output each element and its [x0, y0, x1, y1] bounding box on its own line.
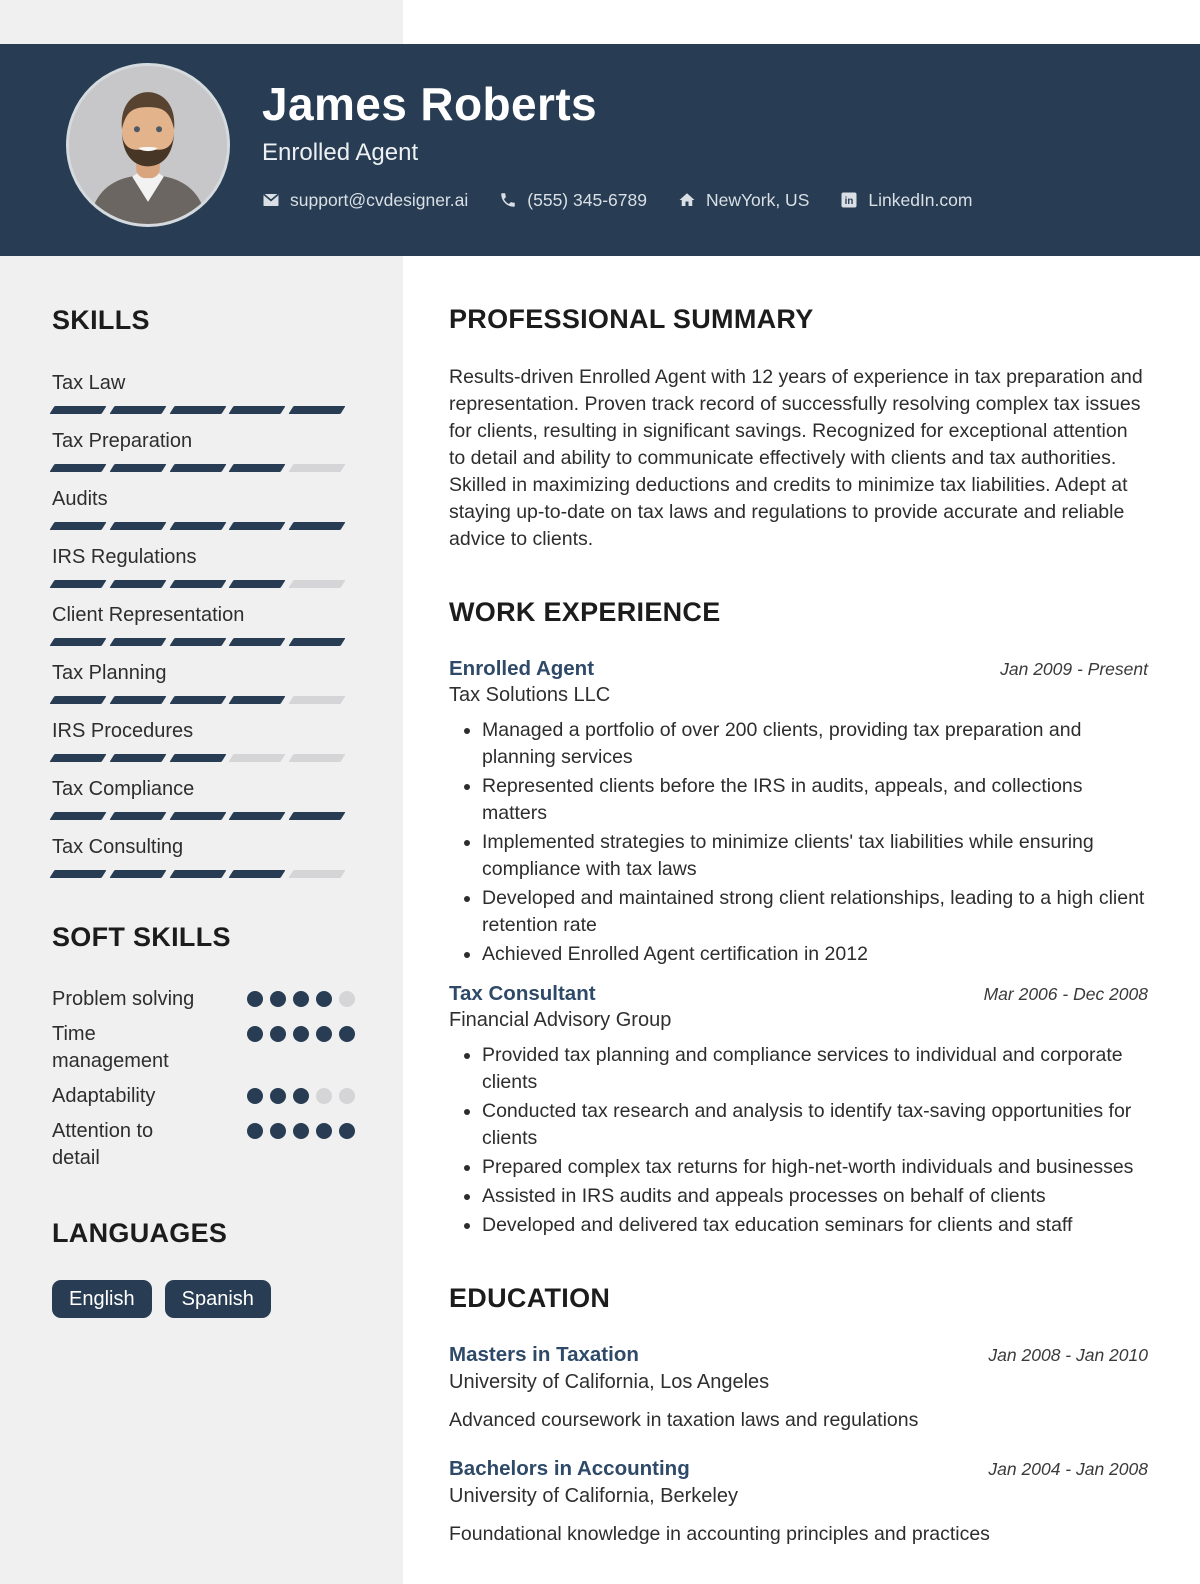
job-bullet: • Represented clients before the IRS in audits, appeals, and collections matters — [482, 773, 1148, 827]
education-list — [449, 1343, 1148, 1546]
degree-title: Masters in Taxation — [449, 1343, 639, 1366]
skill-bar-segment-filled — [50, 754, 107, 762]
job-entry — [449, 657, 1148, 968]
languages-section — [52, 1218, 343, 1318]
skill-item — [52, 369, 343, 414]
education-school: University of California, Berkeley — [449, 1485, 738, 1507]
skill-bar-segment-filled — [109, 522, 166, 530]
rating-dot-empty — [339, 1088, 355, 1104]
person-name: James Roberts — [262, 78, 598, 130]
skill-bar-segment-filled — [169, 580, 226, 588]
rating-dot-filled — [270, 1088, 286, 1104]
soft-skills-list — [52, 986, 343, 1172]
job-bullet: • Provided tax planning and compliance services to individual and corporate clients — [482, 1042, 1148, 1096]
soft-skill-item — [52, 1118, 343, 1172]
skill-item — [52, 543, 343, 588]
rating-dot-filled — [293, 1123, 309, 1139]
rating-dot-filled — [293, 991, 309, 1007]
skill-level-bar — [52, 754, 343, 762]
skill-bar-segment-filled — [50, 522, 107, 530]
experience-heading: WORK EXPERIENCE — [449, 597, 721, 627]
job-company: Tax Solutions LLC — [449, 684, 611, 706]
rating-dot-empty — [339, 991, 355, 1007]
education-dates: Jan 2004 - Jan 2008 — [988, 1459, 1148, 1479]
skill-bar-segment-filled — [229, 522, 286, 530]
skill-level-bar — [52, 696, 343, 704]
soft-skill-label: Attention to detail — [52, 1120, 154, 1169]
job-bullet: • Implemented strategies to minimize clients' tax liabilities while ensuring compliance with tax laws — [482, 829, 1148, 883]
contact-item — [678, 190, 809, 211]
rating-dot-filled — [339, 1123, 355, 1139]
education-header — [449, 1457, 1148, 1481]
soft-skill-item — [52, 1083, 343, 1110]
skill-item — [52, 601, 343, 646]
skill-bar-segment-filled — [109, 870, 166, 878]
skill-bar-segment-filled — [169, 406, 226, 414]
rating-dot-filled — [339, 1026, 355, 1042]
language-pills — [52, 1280, 343, 1318]
soft-skills-heading: SOFT SKILLS — [52, 922, 231, 952]
skill-bar-segment-filled — [169, 870, 226, 878]
skill-bar-segment-filled — [50, 870, 107, 878]
education-entry — [449, 1343, 1148, 1432]
skill-bar-segment-filled — [169, 522, 226, 530]
skill-label: IRS Procedures — [52, 720, 194, 742]
content-columns — [0, 256, 1200, 1571]
contact-text: NewYork, US — [705, 189, 810, 210]
profile-photo-illustration — [69, 66, 227, 224]
skill-item — [52, 775, 343, 820]
skill-level-bar — [52, 580, 343, 588]
skill-bar-segment-filled — [169, 754, 226, 762]
rating-dot-filled — [270, 991, 286, 1007]
skill-level-bar — [52, 638, 343, 646]
job-entry — [449, 982, 1148, 1239]
skill-bar-segment-filled — [109, 580, 166, 588]
phone-icon — [499, 191, 517, 209]
skill-bar-segment-filled — [229, 638, 286, 646]
skills-heading: SKILLS — [52, 305, 150, 335]
skill-bar-segment-filled — [50, 638, 107, 646]
job-bullet: • Assisted in IRS audits and appeals processes on behalf of clients — [482, 1183, 1148, 1210]
skill-bar-segment-filled — [50, 696, 107, 704]
skill-bar-segment-filled — [229, 464, 286, 472]
skill-bar-segment-filled — [50, 812, 107, 820]
skill-item — [52, 717, 343, 762]
skill-bar-segment-filled — [229, 580, 286, 588]
rating-dot-filled — [316, 991, 332, 1007]
skill-item — [52, 485, 343, 530]
skill-bar-segment-empty — [289, 870, 346, 878]
skill-bar-segment-filled — [229, 406, 286, 414]
education-note: Foundational knowledge in accounting principles and practices — [449, 1523, 990, 1545]
job-bullet: • Managed a portfolio of over 200 clients, providing tax preparation and planning services — [482, 717, 1148, 771]
skill-bar-segment-filled — [169, 464, 226, 472]
skill-level-bar — [52, 812, 343, 820]
skill-bar-segment-filled — [169, 696, 226, 704]
skill-label: Tax Preparation — [52, 430, 193, 452]
rating-dot-filled — [247, 1088, 263, 1104]
education-header — [449, 1343, 1148, 1367]
contact-text: (555) 345-6789 — [527, 189, 647, 210]
job-company: Financial Advisory Group — [449, 1009, 672, 1031]
person-title: Enrolled Agent — [262, 138, 419, 166]
job-dates: Mar 2006 - Dec 2008 — [983, 984, 1148, 1004]
contact-row — [262, 190, 1160, 211]
rating-dot-filled — [316, 1123, 332, 1139]
skill-bar-segment-filled — [50, 580, 107, 588]
skills-list — [52, 369, 343, 878]
skill-bar-segment-empty — [289, 754, 346, 762]
contact-item — [840, 190, 972, 211]
skill-bar-segment-filled — [229, 870, 286, 878]
soft-skill-label: Adaptability — [52, 1085, 156, 1107]
soft-skill-dots — [247, 1083, 355, 1104]
contact-text: support@cvdesigner.ai — [290, 189, 469, 210]
languages-heading: LANGUAGES — [52, 1218, 228, 1248]
job-bullets — [449, 1042, 1148, 1239]
skill-bar-segment-filled — [50, 406, 107, 414]
skill-bar-segment-filled — [289, 812, 346, 820]
soft-skill-item — [52, 986, 343, 1013]
skill-item — [52, 833, 343, 878]
soft-skill-label: Problem solving — [52, 988, 195, 1010]
job-header — [449, 982, 1148, 1006]
soft-skill-dots — [247, 1118, 355, 1139]
contact-item — [262, 190, 468, 211]
skill-label: Tax Compliance — [52, 778, 195, 800]
contact-item — [499, 190, 647, 211]
rating-dot-empty — [316, 1088, 332, 1104]
skill-bar-segment-filled — [50, 464, 107, 472]
job-bullet: • Developed and maintained strong client relationships, leading to a high client retention rate — [482, 885, 1148, 939]
profile-photo — [66, 63, 230, 227]
education-school: University of California, Los Angeles — [449, 1371, 770, 1393]
main-column — [403, 256, 1200, 1571]
skill-bar-segment-filled — [289, 638, 346, 646]
skill-level-bar — [52, 464, 343, 472]
education-dates: Jan 2008 - Jan 2010 — [988, 1345, 1148, 1365]
rating-dot-filled — [270, 1026, 286, 1042]
education-heading: EDUCATION — [449, 1283, 611, 1313]
job-dates: Jan 2009 - Present — [1000, 659, 1148, 679]
skill-bar-segment-filled — [289, 522, 346, 530]
jobs-list — [449, 657, 1148, 1239]
skill-bar-segment-empty — [289, 580, 346, 588]
skill-level-bar — [52, 870, 343, 878]
skill-bar-segment-filled — [109, 464, 166, 472]
skill-bar-segment-filled — [169, 638, 226, 646]
language-pill: Spanish — [165, 1280, 271, 1318]
soft-skills-section — [52, 922, 343, 1172]
contact-text: LinkedIn.com — [868, 189, 973, 210]
skill-bar-segment-empty — [289, 464, 346, 472]
rating-dot-filled — [270, 1123, 286, 1139]
job-header — [449, 657, 1148, 681]
skill-bar-segment-filled — [109, 406, 166, 414]
experience-section — [449, 597, 1148, 1239]
skill-label: IRS Regulations — [52, 546, 197, 568]
skills-section — [52, 305, 343, 878]
soft-skill-dots — [247, 986, 355, 1007]
email-icon — [262, 191, 280, 209]
job-bullets — [449, 717, 1148, 968]
summary-text: Results-driven Enrolled Agent with 12 years of experience in tax preparation and representation. Proven track record of successfully resolving complex tax issues for clients, resulting in significant savings. Recognized for exceptional attention to detail and ability to communicate effectively with clients and tax authorities. Skilled in maximizing deductions and credits to minimize tax liabilities. Adept at staying up-to-date on tax laws and regulations to provide accurate and reliable advice to clients. — [449, 366, 1143, 550]
summary-heading: PROFESSIONAL SUMMARY — [449, 304, 814, 334]
skill-bar-segment-filled — [109, 696, 166, 704]
job-bullet: • Achieved Enrolled Agent certification in 2012 — [482, 941, 1148, 968]
job-bullet: • Prepared complex tax returns for high-net-worth individuals and businesses — [482, 1154, 1148, 1181]
skill-label: Audits — [52, 488, 108, 510]
skill-bar-segment-filled — [169, 812, 226, 820]
skill-bar-segment-empty — [289, 696, 346, 704]
skill-bar-segment-filled — [289, 406, 346, 414]
soft-skill-item — [52, 1021, 343, 1075]
rating-dot-filled — [247, 1123, 263, 1139]
degree-title: Bachelors in Accounting — [449, 1457, 690, 1480]
linkedin-icon — [840, 191, 858, 209]
summary-section — [449, 304, 1148, 553]
skill-label: Tax Planning — [52, 662, 167, 684]
skill-bar-segment-empty — [229, 754, 286, 762]
skill-level-bar — [52, 522, 343, 530]
education-section — [449, 1283, 1148, 1546]
skill-level-bar — [52, 406, 343, 414]
soft-skill-dots — [247, 1021, 355, 1042]
job-bullet: • Developed and delivered tax education seminars for clients and staff — [482, 1212, 1148, 1239]
home-icon — [678, 191, 696, 209]
skill-label: Tax Consulting — [52, 836, 184, 858]
soft-skill-label: Time management — [52, 1023, 169, 1072]
skill-item — [52, 659, 343, 704]
sidebar — [0, 256, 403, 1318]
rating-dot-filled — [247, 991, 263, 1007]
rating-dot-filled — [316, 1026, 332, 1042]
job-bullet: • Conducted tax research and analysis to identify tax-saving opportunities for clients — [482, 1098, 1148, 1152]
language-pill: English — [52, 1280, 152, 1318]
skill-label: Client Representation — [52, 604, 245, 626]
skill-bar-segment-filled — [109, 812, 166, 820]
skill-bar-segment-filled — [229, 812, 286, 820]
skill-bar-segment-filled — [109, 754, 166, 762]
skill-label: Tax Law — [52, 372, 126, 394]
svg-text:in: in — [845, 196, 854, 208]
skill-item — [52, 427, 343, 472]
rating-dot-filled — [247, 1026, 263, 1042]
skill-bar-segment-filled — [109, 638, 166, 646]
job-title: Enrolled Agent — [449, 657, 595, 680]
education-note: Advanced coursework in taxation laws and regulations — [449, 1409, 919, 1431]
rating-dot-filled — [293, 1026, 309, 1042]
rating-dot-filled — [293, 1088, 309, 1104]
education-entry — [449, 1457, 1148, 1546]
job-title: Tax Consultant — [449, 982, 596, 1005]
skill-bar-segment-filled — [229, 696, 286, 704]
